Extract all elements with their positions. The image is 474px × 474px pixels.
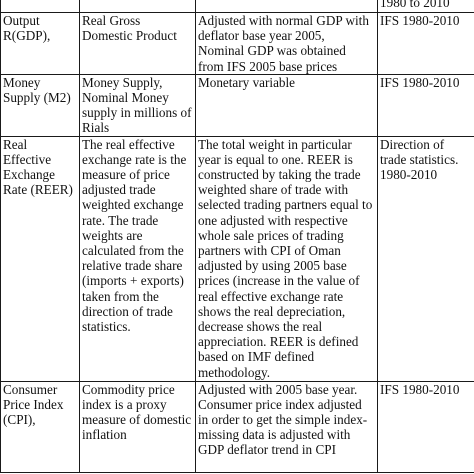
cell-variable: Money Supply (M2) — [1, 74, 80, 136]
cell-measurement: Monetary variable — [196, 74, 378, 136]
cell-measurement: The total weight in particular year is equal to one. REER is constructed by taking the trade weighted share of trade with selected trading partners equal to one adjusted with respective whole sale prices of trading partners with CPI of Oman adjusted by using 2005 base prices (increase in the value of real effective exchange rate shows the real depreciation, decrease shows the real appreciation. REER is defined based on IMF defined methodology. — [196, 136, 378, 381]
cell-variable: Consumer Price Index (CPI), — [1, 381, 80, 472]
cell-source: IFS 1980-2010 — [378, 381, 474, 472]
cell-variable: Output R(GDP), — [1, 13, 80, 75]
cell-measurement: Adjusted with normal GDP with deflator base year 2005, Nominal GDP was obtained from IFS 2005 base prices — [196, 13, 378, 75]
cell-definition: The real effective exchange rate is the measure of price adjusted trade weighted exchange rate. The trade weights are calculated from the relative trade share (imports + exports) taken from the direction of trade statistics. — [80, 136, 196, 381]
table-row — [1, 13, 474, 75]
table-row-header-fragment — [1, 0, 474, 13]
cell-source: IFS 1980-2010 — [378, 13, 474, 75]
table-row — [1, 74, 474, 136]
cell-empty — [1, 0, 80, 13]
cell-source: Direction of trade statistics. 1980-2010 — [378, 136, 474, 381]
cell-period-header: 1980 to 2010 — [378, 0, 474, 13]
cell-definition: Commodity price index is a proxy measure of domestic inflation — [80, 381, 196, 472]
cell-measurement: Adjusted with 2005 base year. Consumer price index adjusted in order to get the simple index-missing data is adjusted with GDP deflator trend in CPI — [196, 381, 378, 472]
cell-source: IFS 1980-2010 — [378, 74, 474, 136]
cell-definition: Real Gross Domestic Product — [80, 13, 196, 75]
cell-empty — [80, 0, 196, 13]
cell-empty — [196, 0, 378, 13]
table-row — [1, 381, 474, 472]
cell-variable: Real Effective Exchange Rate (REER) — [1, 136, 80, 381]
table-row — [1, 136, 474, 381]
cell-definition: Money Supply, Nominal Money supply in millions of Rials — [80, 74, 196, 136]
